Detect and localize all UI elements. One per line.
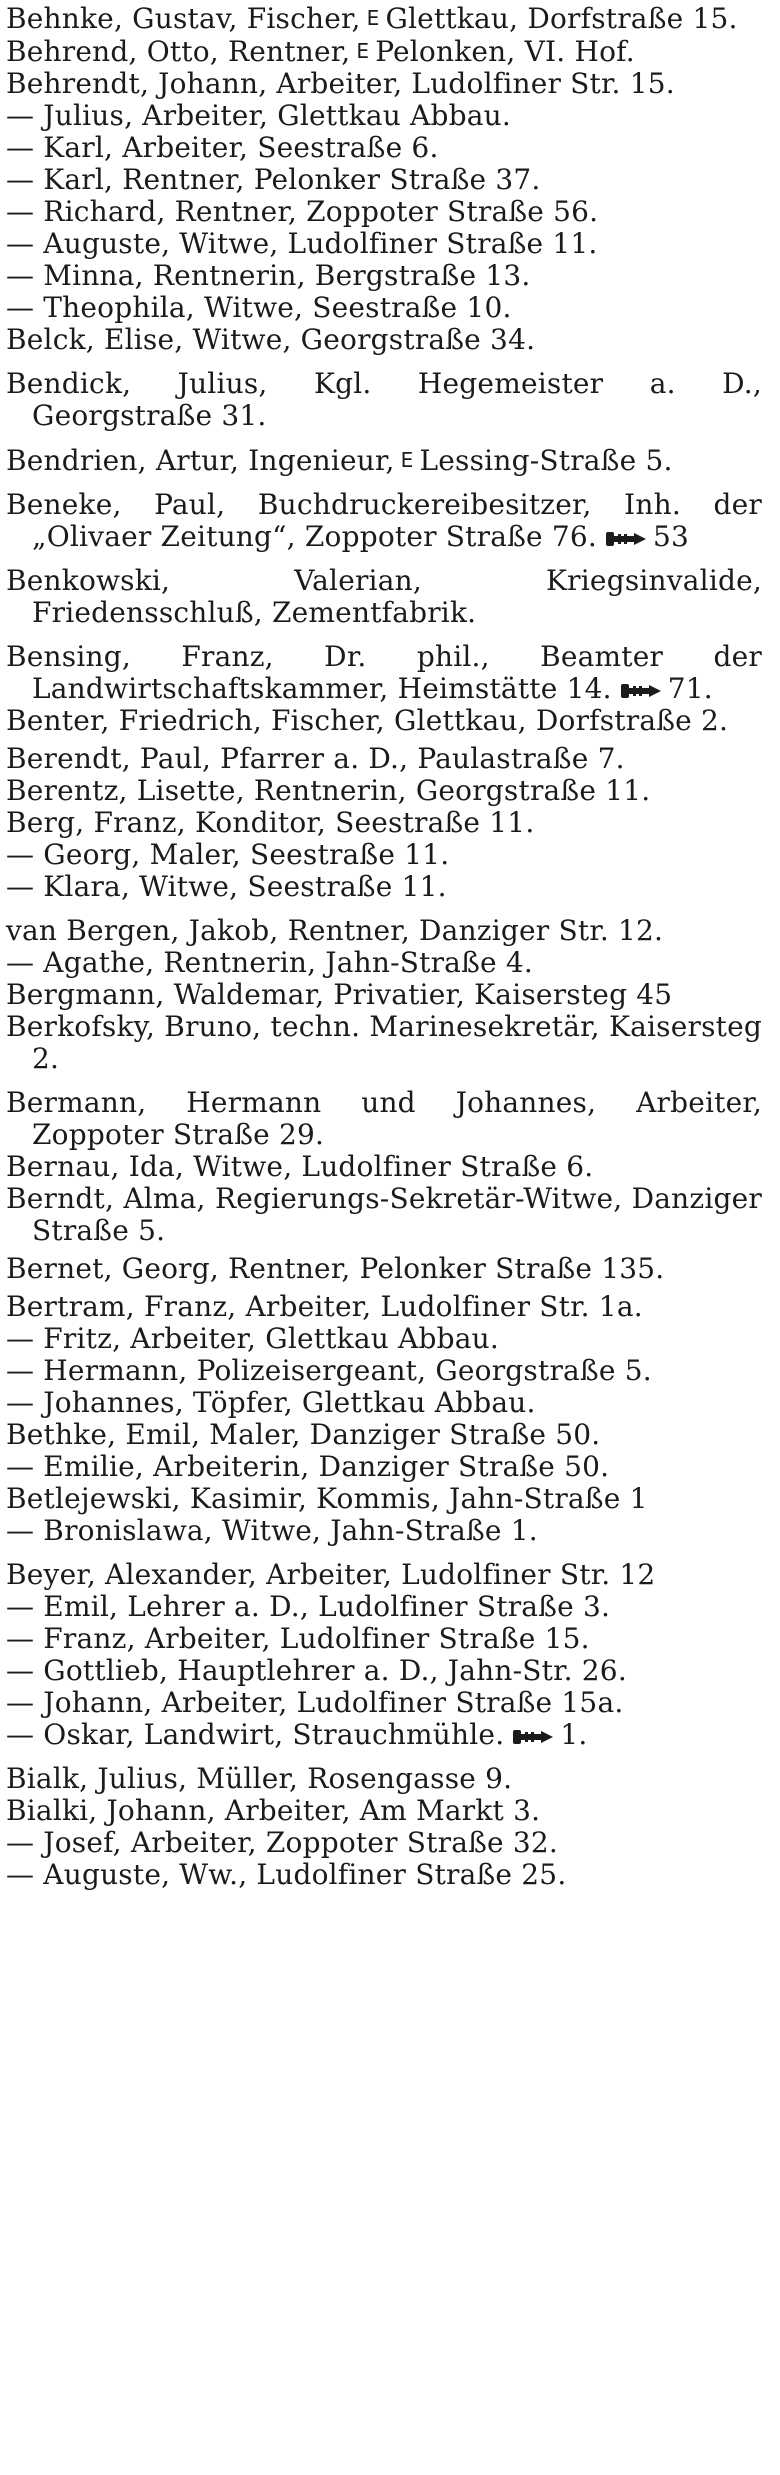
entry-text: — Auguste, Witwe, Ludolfiner Straße 11. [6,227,598,260]
entry-text: Berkofsky, Bruno, techn. Marinesekretär, Kaisersteg 2. [6,1010,762,1075]
entry-text: — Georg, Maler, Seestraße 11. [6,838,450,871]
directory-column [6,2,762,1891]
directory-entry [6,228,762,260]
directory-entry [6,1795,762,1827]
directory-entry [6,35,762,68]
entry-text: Belck, Elise, Witwe, Georgstraße 34. [6,323,536,356]
entry-text: Bernau, Ida, Witwe, Ludolfiner Straße 6. [6,1150,594,1183]
directory-entry [6,100,762,132]
directory-entry [6,1687,762,1719]
entry-text: — Oskar, Landwirt, Strauchmühle. [6,1718,505,1751]
directory-entry [6,1355,762,1387]
directory-entry [6,368,762,432]
entry-text: — Johann, Arbeiter, Ludolfiner Straße 15a. [6,1686,624,1719]
directory-entry [6,1827,762,1859]
directory-entry [6,1559,762,1591]
directory-entry [6,1011,762,1075]
telephone-icon [620,682,662,700]
entry-name: Behrend, Otto, Rentner, [6,35,351,68]
directory-entry [6,1719,762,1751]
entry-text: — Josef, Arbeiter, Zoppoter Straße 32. [6,1826,559,1859]
entry-name: Bendrien, Artur, Ingenieur, [6,444,395,477]
directory-entry [6,68,762,100]
directory-entry [6,641,762,705]
electricity-mark: E [356,39,370,63]
directory-entry [6,705,762,737]
directory-entry [6,1387,762,1419]
directory-entry [6,1087,762,1151]
directory-entry [6,807,762,839]
entry-text: — Auguste, Ww., Ludolfiner Straße 25. [6,1858,567,1891]
telephone-icon [512,1728,554,1746]
entry-text: — Julius, Arbeiter, Glettkau Abbau. [6,99,511,132]
directory-entry [6,1515,762,1547]
entry-text: Bethke, Emil, Maler, Danziger Straße 50. [6,1418,601,1451]
directory-entry [6,915,762,947]
directory-entry [6,871,762,903]
entry-text: — Johannes, Töpfer, Glettkau Abbau. [6,1386,536,1419]
electricity-mark: E [366,6,380,30]
directory-entry [6,1591,762,1623]
entry-text: — Karl, Arbeiter, Seestraße 6. [6,131,439,164]
entry-address: Pelonken, VI. Hof. [375,35,635,68]
telephone-icon [605,530,647,548]
entry-text: — Hermann, Polizeisergeant, Georgstraße 5. [6,1354,652,1387]
entry-text: van Bergen, Jakob, Rentner, Danziger Str. 12. [6,914,664,947]
phone-number: 1. [560,1718,588,1751]
directory-entry [6,1623,762,1655]
entry-text: Betlejewski, Kasimir, Kommis, Jahn-Straße 1 [6,1482,648,1515]
entry-text: — Theophila, Witwe, Seestraße 10. [6,291,512,324]
entry-text: Berg, Franz, Konditor, Seestraße 11. [6,806,535,839]
entry-text: Berndt, Alma, Regierungs-Sekretär-Witwe, Danziger Straße 5. [6,1182,762,1247]
entry-text: — Karl, Rentner, Pelonker Straße 37. [6,163,541,196]
entry-text: Berentz, Lisette, Rentnerin, Georgstraße 11. [6,774,651,807]
entry-text: Beyer, Alexander, Arbeiter, Ludolfiner Str. 12 [6,1558,656,1591]
entry-text: — Emil, Lehrer a. D., Ludolfiner Straße 3. [6,1590,611,1623]
entry-address: Lessing-Straße 5. [419,444,673,477]
entry-text: Bialk, Julius, Müller, Rosengasse 9. [6,1762,513,1795]
entry-text: Bertram, Franz, Arbeiter, Ludolfiner Str. 1a. [6,1290,643,1323]
entry-text: — Klara, Witwe, Seestraße 11. [6,870,447,903]
entry-text: Bendick, Julius, Kgl. Hegemeister a. D., Georgstraße 31. [6,367,762,432]
directory-entry [6,947,762,979]
directory-entry [6,1859,762,1891]
directory-entry [6,565,762,629]
directory-entry [6,164,762,196]
directory-entry [6,196,762,228]
directory-entry [6,1183,762,1247]
entry-text: Beneke, Paul, Buchdruckereibesitzer, Inh. der „Olivaer Zeitung“, Zoppoter Straße 76. [6,488,762,553]
directory-entry [6,1291,762,1323]
entry-text: — Agathe, Rentnerin, Jahn-Straße 4. [6,946,533,979]
directory-entry [6,132,762,164]
entry-address: Glettkau, Dorfstraße 15. [385,2,738,35]
directory-entry [6,1655,762,1687]
directory-entry [6,260,762,292]
directory-entry [6,1451,762,1483]
directory-entry [6,2,762,35]
entry-name: Behnke, Gustav, Fischer, [6,2,361,35]
entry-text: — Fritz, Arbeiter, Glettkau Abbau. [6,1322,499,1355]
entry-text: Berendt, Paul, Pfarrer a. D., Paulastraße 7. [6,742,625,775]
directory-entry [6,489,762,553]
entry-text: — Franz, Arbeiter, Ludolfiner Straße 15. [6,1622,590,1655]
phone-number: 53 [653,520,690,553]
entry-text: Bialki, Johann, Arbeiter, Am Markt 3. [6,1794,541,1827]
entry-text: Bensing, Franz, Dr. phil., Beamter der Landwirtschaftskammer, Heimstätte 14. [6,640,762,705]
entry-text: Behrendt, Johann, Arbeiter, Ludolfiner Str. 15. [6,67,675,100]
directory-entry [6,444,762,477]
directory-entry [6,839,762,871]
directory-entry [6,292,762,324]
entry-text: Benter, Friedrich, Fischer, Glettkau, Dorfstraße 2. [6,704,729,737]
directory-entry [6,1323,762,1355]
directory-entry [6,1419,762,1451]
entry-text: Bermann, Hermann und Johannes, Arbeiter, Zoppoter Straße 29. [6,1086,762,1151]
directory-entry [6,1151,762,1183]
directory-entry [6,324,762,356]
directory-entry [6,1483,762,1515]
entry-text: — Minna, Rentnerin, Bergstraße 13. [6,259,531,292]
directory-entry [6,1763,762,1795]
directory-entry [6,743,762,775]
entry-text: Bernet, Georg, Rentner, Pelonker Straße 135. [6,1252,665,1285]
entry-text: Benkowski, Valerian, Kriegsinvalide, Friedensschluß, Zementfabrik. [6,564,762,629]
phone-number: 71. [667,672,713,705]
electricity-mark: E [400,448,414,472]
entry-text: Bergmann, Waldemar, Privatier, Kaisersteg 45 [6,978,673,1011]
directory-entry [6,1253,762,1285]
entry-text: — Bronislawa, Witwe, Jahn-Straße 1. [6,1514,538,1547]
directory-entry [6,775,762,807]
entry-text: — Emilie, Arbeiterin, Danziger Straße 50. [6,1450,610,1483]
directory-entry [6,979,762,1011]
entry-text: — Richard, Rentner, Zoppoter Straße 56. [6,195,599,228]
entry-text: — Gottlieb, Hauptlehrer a. D., Jahn-Str. 26. [6,1654,627,1687]
